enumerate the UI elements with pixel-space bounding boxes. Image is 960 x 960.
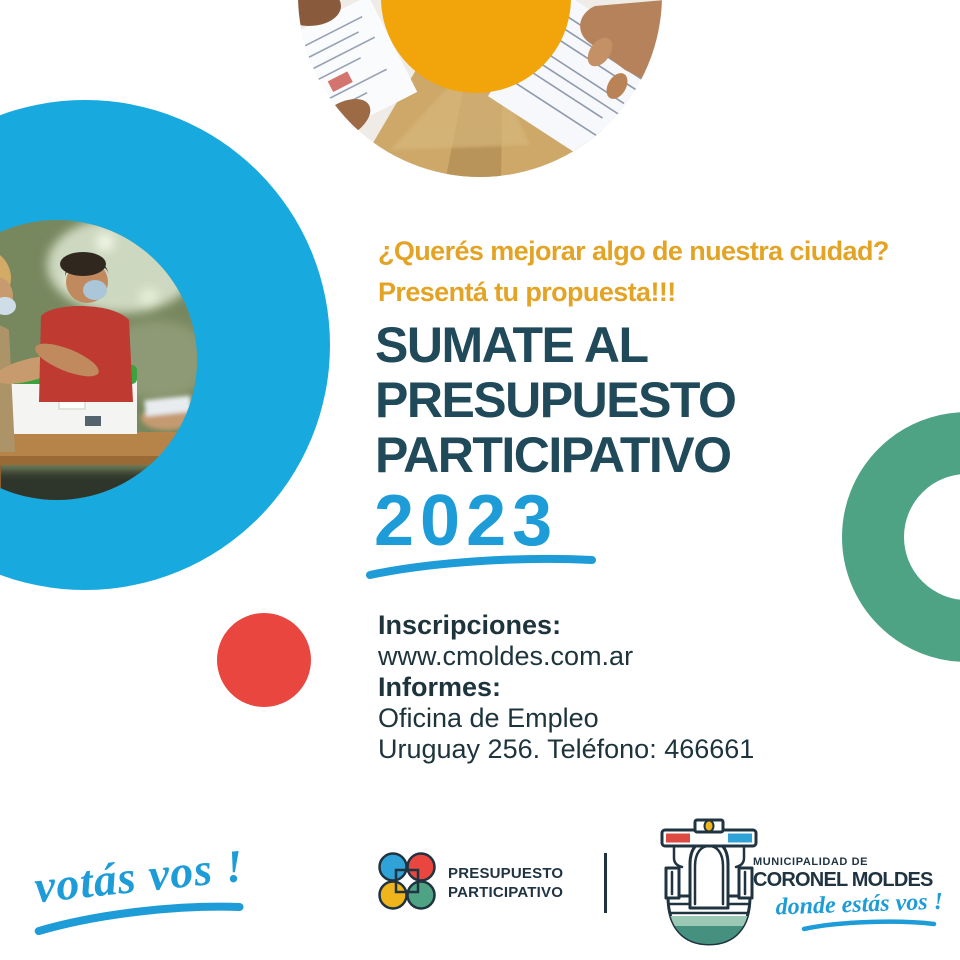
cta-line: Presentá tu propuesta!!!	[378, 277, 676, 307]
year-text: 2023	[374, 481, 559, 561]
footer-divider	[604, 853, 607, 913]
main-title	[375, 318, 735, 483]
pp-logo-line2: PARTICIPATIVO	[448, 884, 564, 901]
municipality-tagline: donde estás vos !	[775, 888, 944, 921]
municipality-line1: MUNICIPALIDAD DE	[753, 856, 869, 868]
pp-logo-text	[448, 864, 563, 902]
voting-photo-circle	[0, 220, 197, 500]
question-line: ¿Querés mejorar algo de nuestra ciudad?	[378, 236, 889, 266]
office-text: Oficina de Empleo	[378, 703, 599, 733]
red-circle	[217, 613, 311, 707]
municipality-text-block	[753, 856, 943, 919]
informes-label: Informes:	[378, 672, 502, 702]
title-line-2: PRESUPUESTO	[375, 372, 736, 428]
municipality-line2: CORONEL MOLDES	[753, 869, 933, 891]
municipal-crest-icon	[652, 812, 766, 947]
green-ring	[842, 412, 960, 662]
pp-logo-icon	[376, 850, 438, 912]
pp-logo-line1: PRESUPUESTO	[448, 865, 564, 882]
votas-vos-slogan: votás vos !	[31, 839, 247, 913]
title-line-1: SUMATE AL	[375, 317, 648, 373]
address-phone-text: Uruguay 256. Teléfono: 466661	[378, 734, 755, 764]
inscriptions-label: Inscripciones:	[378, 610, 562, 640]
website-text: www.cmoldes.com.ar	[378, 641, 634, 671]
contact-info-block	[378, 610, 754, 765]
year-underline-swoosh	[366, 550, 596, 580]
title-line-3: PARTICIPATIVO	[375, 427, 731, 483]
tagline-underline-swoosh	[800, 916, 940, 934]
